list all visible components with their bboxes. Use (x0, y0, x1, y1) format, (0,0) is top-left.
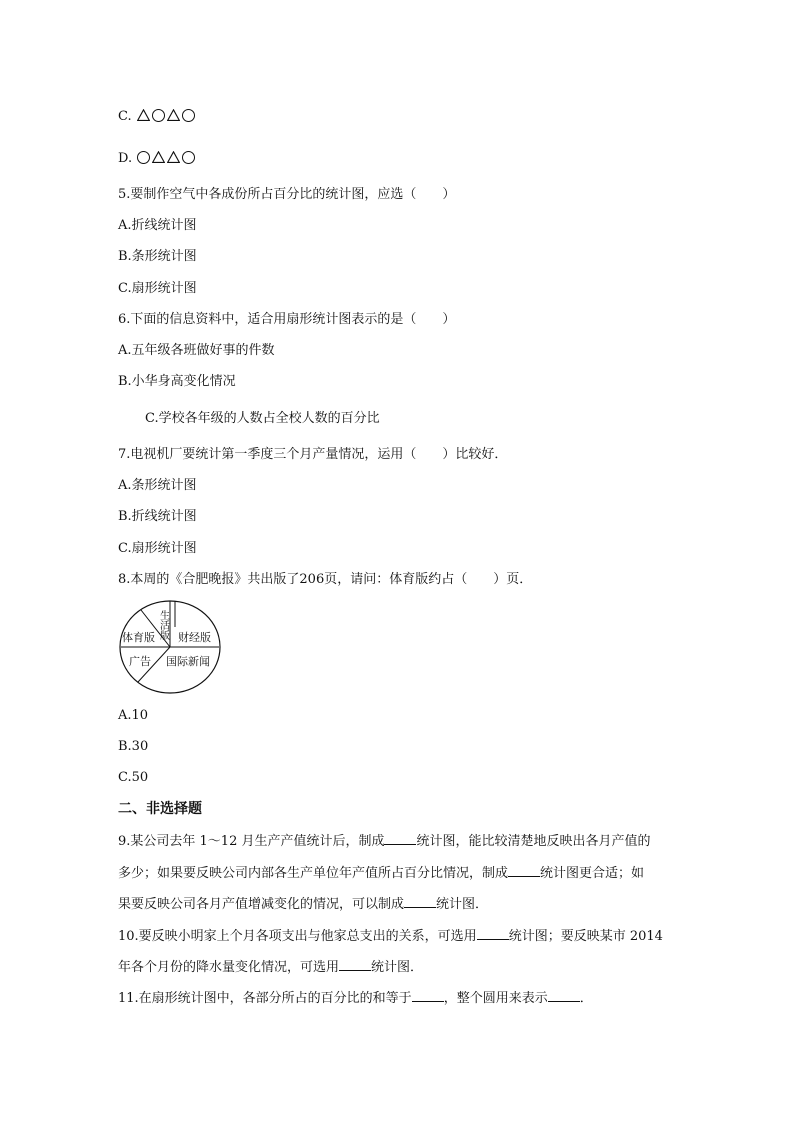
question-5-option-a: A.折线统计图 (118, 218, 197, 233)
pie-label-finance: 财经版 (178, 631, 211, 644)
pie-label-sports: 体育版 (122, 631, 155, 644)
q9-text: 统计图． (436, 897, 489, 912)
question-6-option-b: B.小华身高变化情况 (118, 374, 236, 389)
q9-text: 多少；如果要反映公司内部各生产单位年产值所占百分比情况，制成 (118, 866, 509, 881)
circle-icon (152, 109, 165, 122)
question-7-option-c: C.扇形统计图 (118, 541, 197, 556)
question-6-option-a: A.五年级各班做好事的件数 (118, 343, 275, 358)
option-c-prefix: C. (118, 109, 132, 124)
pie-label-intl: 国际新闻 (166, 655, 210, 668)
question-7-stem: 7.电视机厂要统计第一季度三个月产量情况，运用（ ）比较好． (118, 447, 508, 462)
answer-blank[interactable] (412, 989, 444, 1002)
question-6-stem: 6.下面的信息资料中，适合用扇形统计图表示的是（ ） (118, 312, 456, 327)
circle-icon (182, 109, 195, 122)
answer-blank[interactable] (384, 832, 416, 845)
option-c-shapes (118, 108, 196, 126)
q9-text: 9.某公司去年 1～12 月生产产值统计后，制成 (118, 834, 385, 849)
question-8-stem: 8.本周的《合肥晚报》共出版了206页，请问：体育版约占（ ）页． (118, 572, 533, 587)
question-5-option-b: B.条形统计图 (118, 249, 197, 264)
pie-label-life: 生活版 (157, 610, 169, 640)
answer-blank[interactable] (508, 864, 540, 877)
question-5-stem: 5.要制作空气中各成份所占百分比的统计图，应选（ ） (118, 187, 456, 202)
question-9-line-1 (118, 832, 651, 851)
triangle-icon (137, 109, 150, 121)
circle-icon (137, 151, 150, 164)
q9-text: 果要反映公司各月产值增减变化的情况，可以制成 (118, 897, 405, 912)
answer-blank[interactable] (477, 927, 509, 940)
answer-blank[interactable] (548, 989, 580, 1002)
circle-icon (182, 151, 195, 164)
triangle-icon (167, 151, 180, 163)
question-9-line-3 (118, 895, 488, 914)
question-11 (118, 989, 593, 1008)
q9-text: 统计图更合适；如 (540, 866, 645, 881)
question-10-line-1 (118, 927, 663, 946)
question-9-line-2 (118, 864, 644, 883)
q11-text: ，整个圆用来表示 (443, 991, 548, 1006)
answer-blank[interactable] (404, 895, 436, 908)
question-5-option-c: C.扇形统计图 (118, 281, 197, 296)
newspaper-pie-diagram (118, 597, 228, 697)
pie-label-ads: 广告 (129, 655, 151, 668)
question-6-option-c: C.学校各年级的人数占全校人数的百分比 (145, 411, 380, 426)
question-8-option-a: A.10 (118, 708, 149, 723)
q9-text: 统计图，能比较清楚地反映出各月产值的 (416, 834, 651, 849)
question-8-option-b: B.30 (118, 739, 149, 754)
triangle-icon (152, 151, 165, 163)
option-d-shapes (118, 150, 196, 168)
question-7-option-a: A.条形统计图 (118, 478, 197, 493)
q11-text: ． (579, 991, 593, 1006)
q10-text: 统计图． (371, 960, 424, 975)
q10-text: 统计图；要反映某市 2014 (508, 929, 663, 944)
question-7-option-b: B.折线统计图 (118, 509, 197, 524)
section-2-heading: 二、非选择题 (118, 801, 202, 817)
q10-text: 10.要反映小明家上个月各项支出与他家总支出的关系，可选用 (118, 929, 477, 944)
option-d-prefix: D. (118, 151, 133, 166)
triangle-icon (167, 109, 180, 121)
q11-text: 11.在扇形统计图中，各部分所占的百分比的和等于 (118, 991, 412, 1006)
question-10-line-2 (118, 958, 423, 977)
answer-blank[interactable] (339, 958, 371, 971)
question-8-option-c: C.50 (118, 770, 149, 785)
q10-text: 年各个月份的降水量变化情况，可选用 (118, 960, 340, 975)
